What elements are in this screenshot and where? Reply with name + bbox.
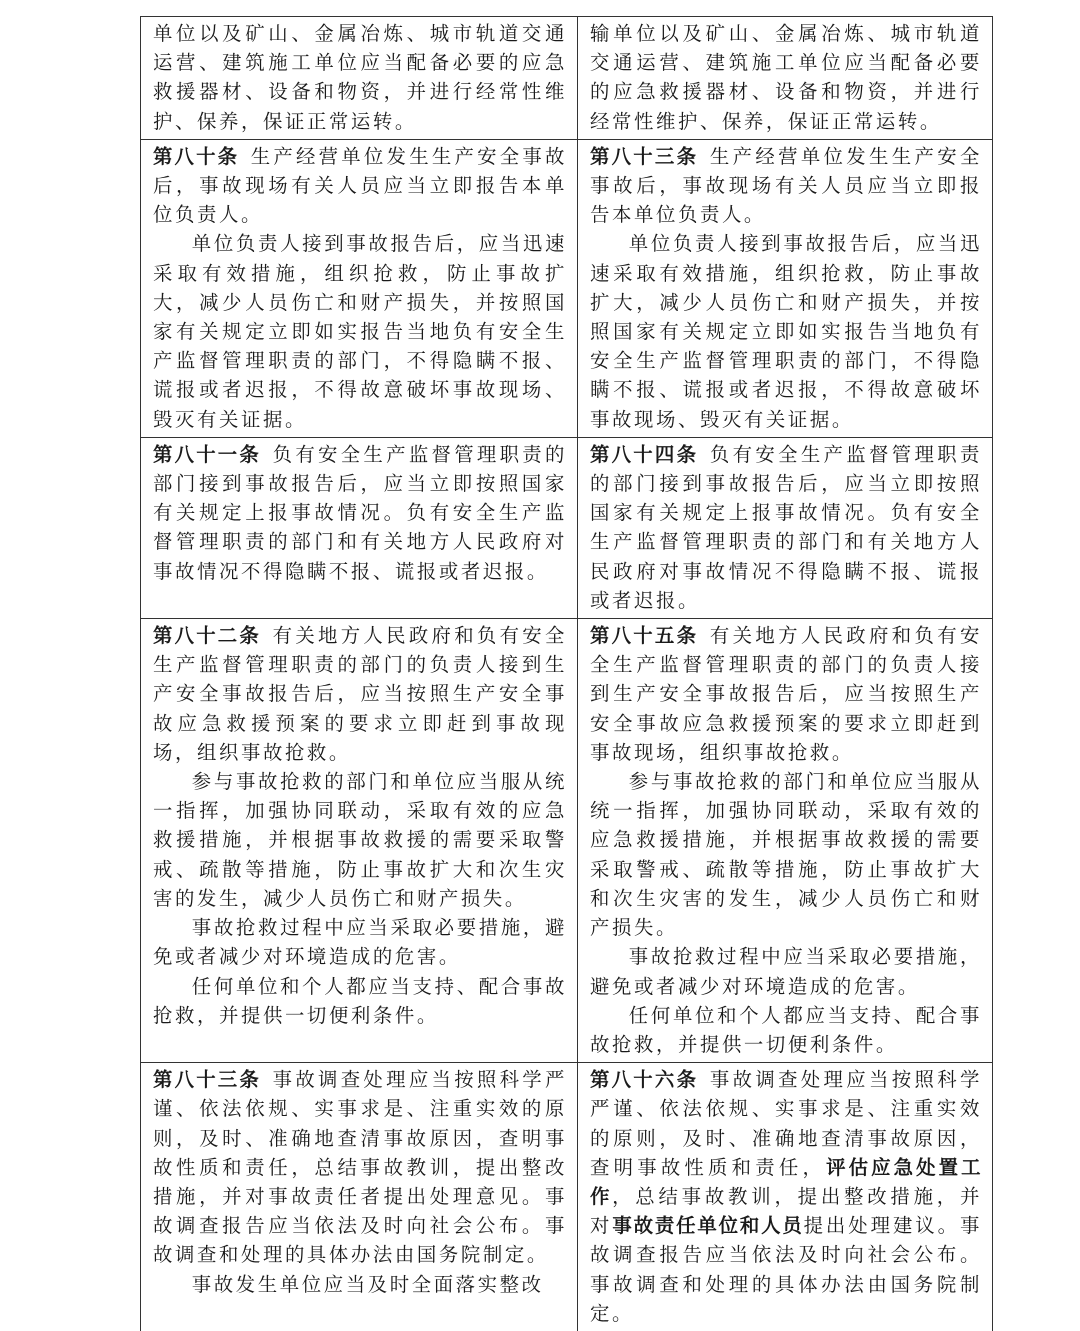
clause-text: 生产经营单位发生生产安全事故后，事故现场有关人员应当立即报告本单位负责人。 xyxy=(590,144,983,227)
clause-paragraph xyxy=(153,142,567,230)
new-text-cell xyxy=(578,139,993,437)
article-number: 第八十五条 xyxy=(590,624,699,648)
clause-text: 有关地方人民政府和负有安全生产监督管理职责的部门的负责人接到生产安全事故报告后，应当按照生产安全事故应急救援预案的要求立即赶到事故现场，组织事故抢救。 xyxy=(590,624,983,764)
clause-text: 提出处理建议。事故调查报告应当依法及时向社会公布。事故调查和处理的具体办法由国务院制定。 xyxy=(590,1214,982,1325)
old-text-cell xyxy=(141,17,578,140)
comparison-table-body xyxy=(141,17,993,1331)
clause-paragraph xyxy=(153,767,567,913)
clause-paragraph xyxy=(153,913,567,971)
clause-text: 单位负责人接到事故报告后，应当迅速采取有效措施，组织抢救，防止事故扩大，减少人员伤亡和财产损失，并按照国家有关规定立即如实报告当地负有安全生产监督管理职责的部门，不得隐瞒不报、谎报或者迟报，不得故意破坏事故现场、毁灭有关证据。 xyxy=(153,232,567,431)
clause-text: 事故抢救过程中应当采取必要措施，避免或者减少对环境造成的危害。 xyxy=(590,945,982,998)
amended-text-bold: 评估应急处置工作 xyxy=(590,1155,983,1208)
new-text-cell xyxy=(578,17,993,140)
clause-text: 负有安全生产监督管理职责的部门接到事故报告后，应当立即按照国家有关规定上报事故情况。负有安全生产监督管理职责的部门和有关地方人民政府对事故情况不得隐瞒不报、谎报或者迟报。 xyxy=(153,442,567,583)
clause-paragraph xyxy=(153,1065,567,1269)
clause-paragraph xyxy=(153,1270,567,1299)
new-text-cell xyxy=(578,437,993,618)
clause-paragraph xyxy=(590,621,982,767)
clause-text: 事故发生单位应当及时全面落实整改 xyxy=(191,1272,544,1296)
law-comparison-table xyxy=(140,16,993,1331)
clause-text: 事故调查处理应当按照科学严谨、依法依规、实事求是、注重实效的原则，及时、准确地查清事故原因，查明事故性质和责任，总结事故教训，提出整改措施，并对事故责任者提出处理意见。事故调查报告应当依法及时向社会公布。事故调查和处理的具体办法由国务院制定。 xyxy=(153,1068,567,1267)
clause-paragraph xyxy=(153,621,567,767)
article-number: 第八十三条 xyxy=(153,1068,261,1092)
table-row xyxy=(141,437,993,618)
clause-text: 单位负责人接到事故报告后，应当迅速采取有效措施，组织抢救，防止事故扩大，减少人员伤亡和财产损失，并按照国家有关规定立即如实报告当地负有安全生产监督管理职责的部门，不得隐瞒不报、谎报或者迟报，不得故意破坏事故现场、毁灭有关证据。 xyxy=(590,232,982,431)
clause-paragraph xyxy=(590,767,982,942)
clause-text: 生产经营单位发生生产安全事故后，事故现场有关人员应当立即报告本单位负责人。 xyxy=(153,144,567,227)
article-number: 第八十六条 xyxy=(590,1068,699,1092)
clause-text: 参与事故抢救的部门和单位应当服从统一指挥，加强协同联动，采取有效的应急救援措施，并根据事故救援的需要采取警戒、疏散等措施，防止事故扩大和次生灾害的发生，减少人员伤亡和财产损失。 xyxy=(590,770,982,940)
article-number: 第八十三条 xyxy=(590,144,699,168)
clause-paragraph xyxy=(590,440,982,615)
article-number: 第八十二条 xyxy=(153,624,261,648)
amended-text-bold: 事故责任单位和人员 xyxy=(612,1214,804,1238)
clause-paragraph xyxy=(590,19,982,136)
clause-paragraph xyxy=(590,942,982,1000)
clause-text: 输单位以及矿山、金属冶炼、城市轨道交通运营、建筑施工单位应当配备必要的应急救援器材、设备和物资，并进行经常性维护、保养，保证正常运转。 xyxy=(590,22,982,133)
clause-text: 参与事故抢救的部门和单位应当服从统一指挥，加强协同联动，采取有效的应急救援措施，并根据事故救援的需要采取警戒、疏散等措施，防止事故扩大和次生灾害的发生，减少人员伤亡和财产损失。 xyxy=(153,770,567,910)
clause-paragraph xyxy=(153,229,567,433)
old-text-cell xyxy=(141,139,578,437)
table-row xyxy=(141,17,993,140)
article-number: 第八十一条 xyxy=(153,442,261,466)
new-text-cell xyxy=(578,619,993,1063)
clause-text: 任何单位和个人都应当支持、配合事故抢救，并提供一切便利条件。 xyxy=(153,974,567,1027)
clause-text: 有关地方人民政府和负有安全生产监督管理职责的部门的负责人接到生产安全事故报告后，应当按照生产安全事故应急救援预案的要求立即赶到事故现场，组织事故抢救。 xyxy=(153,624,567,764)
old-text-cell xyxy=(141,1063,578,1331)
article-number: 第八十条 xyxy=(153,144,240,168)
clause-paragraph xyxy=(153,440,567,586)
clause-paragraph xyxy=(590,142,982,230)
old-text-cell xyxy=(141,619,578,1063)
clause-text: 任何单位和个人都应当支持、配合事故抢救，并提供一切便利条件。 xyxy=(590,1003,982,1056)
table-row xyxy=(141,619,993,1063)
clause-text: 负有安全生产监督管理职责的部门接到事故报告后，应当立即按照国家有关规定上报事故情况。负有安全生产监督管理职责的部门和有关地方人民政府对事故情况不得隐瞒不报、谎报或者迟报。 xyxy=(590,442,983,612)
clause-paragraph xyxy=(590,1065,982,1328)
clause-text: 事故抢救过程中应当采取必要措施，避免或者减少对环境造成的危害。 xyxy=(153,916,567,969)
clause-paragraph xyxy=(153,972,567,1030)
clause-text: ，总结事故教训，提出整改措施，并对 xyxy=(590,1184,982,1238)
comparison-document xyxy=(140,16,983,1325)
clause-text: 单位以及矿山、金属冶炼、城市轨道交通运营、建筑施工单位应当配备必要的应急救援器材、设备和物资，并进行经常性维护、保养，保证正常运转。 xyxy=(153,22,567,133)
clause-paragraph xyxy=(590,1001,982,1059)
table-row xyxy=(141,139,993,437)
new-text-cell xyxy=(578,1063,993,1331)
clause-paragraph xyxy=(153,19,567,136)
clause-paragraph xyxy=(590,229,982,433)
old-text-cell xyxy=(141,437,578,618)
article-number: 第八十四条 xyxy=(590,442,699,466)
clause-text: 事故调查处理应当按照科学严谨、依法依规、实事求是、注重实效的原则，及时、准确地查清事故原因，查明事故性质和责任， xyxy=(590,1068,983,1179)
table-row xyxy=(141,1063,993,1331)
